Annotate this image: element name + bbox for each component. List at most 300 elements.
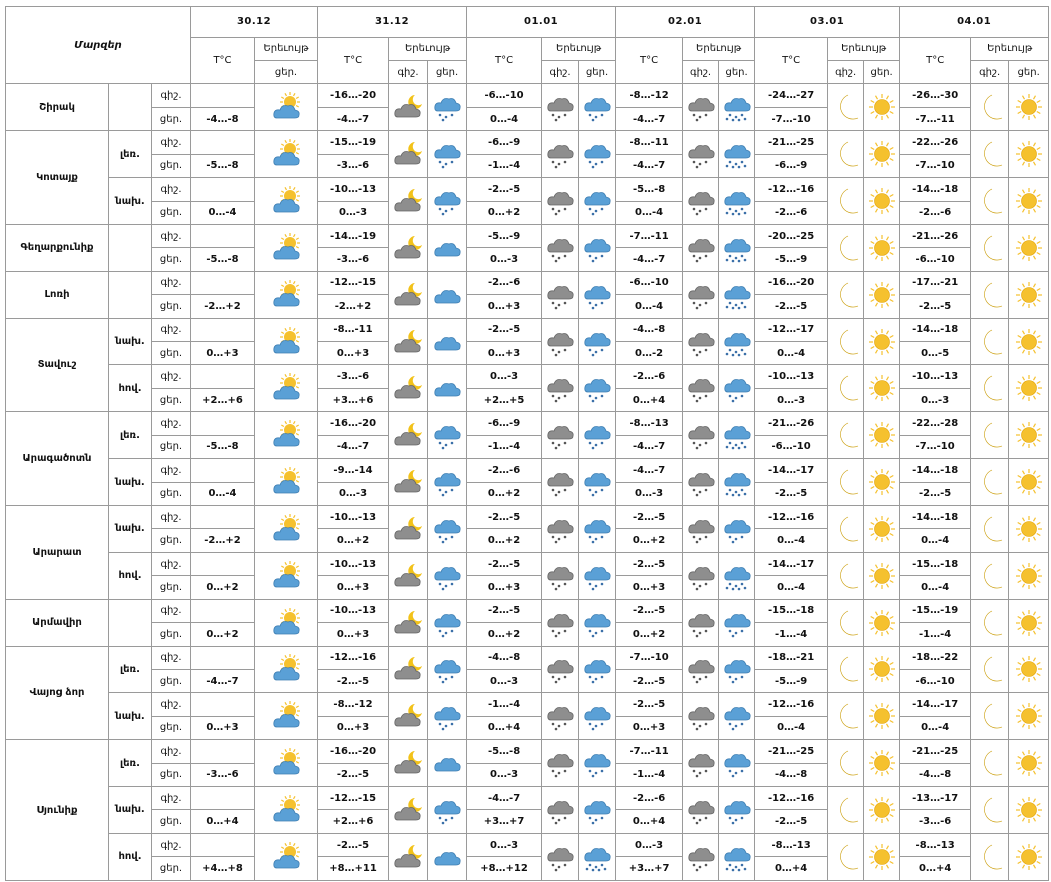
day-header: ցեր.: [428, 60, 467, 83]
temperature: 0…-4: [755, 716, 828, 739]
icon-cell: [389, 365, 428, 412]
partly-cloudy-day-icon: [271, 795, 301, 825]
day-label: ցեր.: [152, 810, 191, 833]
grey-snow-cloud-icon: [545, 467, 575, 497]
temperature: +3…+7: [616, 857, 683, 881]
temperature: -6…-9: [467, 412, 542, 435]
day-header: ցեր.: [255, 60, 318, 83]
zone-label: նախ.: [109, 787, 152, 834]
snow-cloud-icon: [722, 795, 752, 825]
temperature: -21…-26: [900, 224, 971, 247]
icon-cell: [864, 505, 900, 552]
icon-cell: [1009, 646, 1049, 693]
night-header: գիշ.: [389, 60, 428, 83]
temperature: -8…-12: [616, 84, 683, 107]
zone-label: հով.: [109, 833, 152, 880]
icon-cell: [828, 412, 864, 459]
night-label: գիշ.: [152, 740, 191, 763]
icon-cell: [683, 365, 719, 412]
temperature: 0…-3: [318, 482, 389, 505]
icon-cell: [1009, 833, 1049, 880]
temperature: -17…-21: [900, 271, 971, 294]
heavy-snow-cloud-icon: [722, 327, 752, 357]
temperature: 0…+2: [467, 201, 542, 224]
temperature: 0…+3: [318, 576, 389, 599]
icon-cell: [971, 552, 1009, 599]
icon-cell: [971, 787, 1009, 834]
icon-cell: [579, 787, 616, 834]
temperature: -7…-11: [900, 107, 971, 130]
temperature: -2…-5: [755, 482, 828, 505]
temperature: -21…-25: [755, 131, 828, 154]
temperature: -7…-10: [755, 107, 828, 130]
icon-cell: [579, 318, 616, 365]
temperature: 0…+2: [191, 576, 255, 599]
icon-cell: [255, 365, 318, 412]
icon-cell: [389, 178, 428, 225]
icon-cell: [542, 693, 579, 740]
grey-snow-cloud-icon: [686, 842, 716, 872]
temperature: 0…+3: [467, 342, 542, 365]
temperature: -4…-7: [616, 107, 683, 130]
icon-cell: [579, 459, 616, 506]
temperature: [191, 365, 255, 388]
phenomenon-header: Երեւույթ: [542, 37, 616, 60]
temperature: -18…-21: [755, 646, 828, 669]
night-row: [6, 552, 1049, 575]
icon-cell: [255, 178, 318, 225]
icon-cell: [579, 131, 616, 178]
snow-cloud-icon: [432, 608, 462, 638]
night-label: գիշ.: [152, 365, 191, 388]
temperature: -12…-15: [318, 787, 389, 810]
sun-icon: [867, 701, 897, 731]
icon-cell: [542, 271, 579, 318]
snow-cloud-icon: [432, 795, 462, 825]
moon-icon: [975, 701, 1005, 731]
temperature: -2…+2: [191, 295, 255, 318]
night-header: գիշ.: [542, 60, 579, 83]
icon-cell: [864, 599, 900, 646]
temperature: 0…+2: [467, 482, 542, 505]
temperature: -7…-11: [616, 224, 683, 247]
temperature: -5…-8: [616, 178, 683, 201]
temperature: -7…-10: [900, 154, 971, 177]
icon-cell: [864, 131, 900, 178]
temperature: -5…-8: [191, 248, 255, 271]
snow-cloud-icon: [432, 420, 462, 450]
region-name: Սյունիք: [6, 740, 109, 881]
zone-label: հով.: [109, 365, 152, 412]
cloudy-night-icon: [393, 561, 423, 591]
icon-cell: [1009, 787, 1049, 834]
icon-cell: [828, 740, 864, 787]
partly-cloudy-day-icon: [271, 561, 301, 591]
temperature: -2…-5: [318, 763, 389, 786]
icon-cell: [828, 178, 864, 225]
icon-cell: [255, 740, 318, 787]
temperature: 0…-3: [616, 833, 683, 856]
icon-cell: [389, 552, 428, 599]
day-label: ցեր.: [152, 529, 191, 552]
snow-cloud-icon: [582, 420, 612, 450]
icon-cell: [864, 412, 900, 459]
zone-label: նախ.: [109, 693, 152, 740]
temperature: -4…-7: [616, 459, 683, 482]
snow-cloud-icon: [582, 514, 612, 544]
sun-icon: [867, 373, 897, 403]
grey-snow-cloud-icon: [686, 373, 716, 403]
icon-cell: [828, 224, 864, 271]
zone-label: լեռ.: [109, 131, 152, 178]
page-title: Մարզեր: [6, 7, 191, 84]
temperature: -2…-5: [755, 810, 828, 833]
icon-cell: [719, 318, 755, 365]
temperature: -10…-13: [900, 365, 971, 388]
zone-label: լեռ.: [109, 646, 152, 693]
phenomenon-header: Երեւույթ: [389, 37, 467, 60]
sun-icon: [867, 233, 897, 263]
icon-cell: [971, 178, 1009, 225]
temperature: -6…-9: [755, 154, 828, 177]
snow-cloud-icon: [582, 654, 612, 684]
temperature: [191, 178, 255, 201]
temperature: -15…-18: [900, 552, 971, 575]
moon-icon: [831, 139, 861, 169]
cloud-icon: [432, 373, 462, 403]
moon-icon: [831, 701, 861, 731]
icon-cell: [542, 646, 579, 693]
sun-icon: [1014, 795, 1044, 825]
moon-icon: [975, 608, 1005, 638]
temperature: -22…-26: [900, 131, 971, 154]
temperature: -2…-5: [616, 505, 683, 528]
temperature: -20…-25: [755, 224, 828, 247]
temperature: -8…-11: [616, 131, 683, 154]
region-name: Վայոց ձոր: [6, 646, 109, 740]
temperature: -21…-26: [755, 412, 828, 435]
temperature: -12…-16: [318, 646, 389, 669]
night-row: [6, 787, 1049, 810]
temperature: +8…+11: [318, 857, 389, 881]
icon-cell: [971, 271, 1009, 318]
day-label: ցեր.: [152, 154, 191, 177]
icon-cell: [428, 599, 467, 646]
sun-icon: [867, 608, 897, 638]
partly-cloudy-day-icon: [271, 186, 301, 216]
temperature: 0…+2: [467, 623, 542, 646]
icon-cell: [1009, 412, 1049, 459]
phenomenon-header: Երեւույթ: [255, 37, 318, 60]
temperature: 0…-4: [191, 482, 255, 505]
day-label: ցեր.: [152, 435, 191, 458]
temperature: [191, 271, 255, 294]
night-label: գիշ.: [152, 599, 191, 622]
temp-header: T°C: [467, 37, 542, 84]
forecast-table: [5, 6, 1049, 881]
icon-cell: [428, 84, 467, 131]
icon-cell: [971, 505, 1009, 552]
temperature: 0…-4: [900, 529, 971, 552]
moon-icon: [831, 420, 861, 450]
cloudy-night-icon: [393, 748, 423, 778]
zone-label: նախ.: [109, 178, 152, 225]
day-label: ցեր.: [152, 342, 191, 365]
icon-cell: [579, 740, 616, 787]
moon-icon: [975, 280, 1005, 310]
snow-cloud-icon: [432, 701, 462, 731]
heavy-snow-cloud-icon: [722, 467, 752, 497]
moon-icon: [831, 795, 861, 825]
grey-snow-cloud-icon: [545, 280, 575, 310]
moon-icon: [831, 467, 861, 497]
cloudy-night-icon: [393, 701, 423, 731]
day-label: ցեր.: [152, 201, 191, 224]
partly-cloudy-day-icon: [271, 654, 301, 684]
night-label: գիշ.: [152, 459, 191, 482]
icon-cell: [542, 131, 579, 178]
icon-cell: [719, 412, 755, 459]
sun-icon: [1014, 186, 1044, 216]
icon-cell: [719, 505, 755, 552]
icon-cell: [579, 365, 616, 412]
icon-cell: [683, 178, 719, 225]
icon-cell: [542, 318, 579, 365]
partly-cloudy-day-icon: [271, 373, 301, 403]
icon-cell: [428, 646, 467, 693]
icon-cell: [719, 271, 755, 318]
grey-snow-cloud-icon: [686, 795, 716, 825]
region-name: Կոտայք: [6, 131, 109, 225]
icon-cell: [255, 599, 318, 646]
icon-cell: [864, 318, 900, 365]
zone-label: լեռ.: [109, 740, 152, 787]
icon-cell: [579, 552, 616, 599]
night-label: գիշ.: [152, 318, 191, 341]
heavy-snow-cloud-icon: [722, 561, 752, 591]
temperature: -2…-5: [616, 693, 683, 716]
icon-cell: [255, 131, 318, 178]
partly-cloudy-day-icon: [271, 420, 301, 450]
icon-cell: [683, 693, 719, 740]
icon-cell: [864, 271, 900, 318]
icon-cell: [255, 318, 318, 365]
snow-cloud-icon: [722, 701, 752, 731]
icon-cell: [542, 365, 579, 412]
snow-cloud-icon: [432, 561, 462, 591]
temperature: -14…-18: [900, 505, 971, 528]
temperature: -14…-17: [755, 459, 828, 482]
temperature: -10…-13: [318, 505, 389, 528]
icon-cell: [255, 412, 318, 459]
cloudy-night-icon: [393, 795, 423, 825]
day-label: ցեր.: [152, 576, 191, 599]
icon-cell: [828, 599, 864, 646]
night-label: գիշ.: [152, 224, 191, 247]
temperature: -5…-9: [467, 224, 542, 247]
sun-icon: [1014, 654, 1044, 684]
grey-snow-cloud-icon: [545, 514, 575, 544]
icon-cell: [828, 833, 864, 880]
icon-cell: [971, 131, 1009, 178]
icon-cell: [389, 599, 428, 646]
temperature: -26…-30: [900, 84, 971, 107]
temperature: 0…+3: [191, 716, 255, 739]
temperature: -2…-5: [616, 669, 683, 692]
snow-cloud-icon: [582, 373, 612, 403]
icon-cell: [719, 459, 755, 506]
temperature: -5…-9: [755, 669, 828, 692]
icon-cell: [542, 599, 579, 646]
night-row: [6, 740, 1049, 763]
snow-cloud-icon: [582, 186, 612, 216]
temp-header: T°C: [755, 37, 828, 84]
night-label: գիշ.: [152, 787, 191, 810]
icon-cell: [828, 318, 864, 365]
moon-icon: [975, 139, 1005, 169]
temperature: -7…-10: [616, 646, 683, 669]
sun-icon: [867, 327, 897, 357]
temperature: -12…-16: [755, 693, 828, 716]
icon-cell: [683, 833, 719, 880]
zone-label: լեռ.: [109, 412, 152, 459]
night-label: գիշ.: [152, 646, 191, 669]
icon-cell: [1009, 740, 1049, 787]
icon-cell: [828, 365, 864, 412]
grey-snow-cloud-icon: [686, 280, 716, 310]
temperature: -15…-19: [318, 131, 389, 154]
night-label: գիշ.: [152, 271, 191, 294]
moon-icon: [831, 654, 861, 684]
temperature: -2…-5: [467, 552, 542, 575]
snow-cloud-icon: [432, 186, 462, 216]
grey-snow-cloud-icon: [545, 420, 575, 450]
sun-icon: [1014, 420, 1044, 450]
phenomenon-header: Երեւույթ: [971, 37, 1049, 60]
temperature: 0…+3: [318, 342, 389, 365]
night-row: [6, 646, 1049, 669]
temperature: -6…-10: [616, 271, 683, 294]
icon-cell: [1009, 271, 1049, 318]
icon-cell: [719, 787, 755, 834]
partly-cloudy-day-icon: [271, 701, 301, 731]
night-row: [6, 271, 1049, 294]
temperature: -4…-7: [318, 435, 389, 458]
snow-cloud-icon: [582, 795, 612, 825]
temperature: -4…-8: [755, 763, 828, 786]
sun-icon: [867, 92, 897, 122]
icon-cell: [542, 740, 579, 787]
temperature: -12…-16: [755, 505, 828, 528]
icon-cell: [828, 552, 864, 599]
sun-icon: [1014, 842, 1044, 872]
date-header: 01.01: [467, 7, 616, 38]
partly-cloudy-day-icon: [271, 139, 301, 169]
icon-cell: [719, 552, 755, 599]
temperature: -8…-12: [318, 693, 389, 716]
icon-cell: [255, 505, 318, 552]
temperature: -21…-25: [755, 740, 828, 763]
partly-cloudy-day-icon: [271, 327, 301, 357]
temperature: +3…+6: [318, 388, 389, 411]
icon-cell: [579, 646, 616, 693]
grey-snow-cloud-icon: [686, 420, 716, 450]
icon-cell: [1009, 131, 1049, 178]
temperature: 0…-4: [191, 201, 255, 224]
icon-cell: [255, 646, 318, 693]
temperature: -4…-8: [900, 763, 971, 786]
day-label: ցեր.: [152, 763, 191, 786]
sun-icon: [1014, 561, 1044, 591]
icon-cell: [864, 787, 900, 834]
snow-cloud-icon: [722, 608, 752, 638]
night-header: գիշ.: [971, 60, 1009, 83]
temperature: +4…+8: [191, 857, 255, 881]
night-row: [6, 131, 1049, 154]
icon-cell: [828, 84, 864, 131]
temperature: 0…+4: [616, 388, 683, 411]
temperature: 0…-3: [467, 248, 542, 271]
icon-cell: [683, 787, 719, 834]
moon-icon: [831, 373, 861, 403]
temperature: +3…+7: [467, 810, 542, 833]
temp-header: T°C: [616, 37, 683, 84]
icon-cell: [389, 693, 428, 740]
icon-cell: [683, 552, 719, 599]
temp-header: T°C: [318, 37, 389, 84]
temperature: 0…-3: [900, 388, 971, 411]
temperature: [191, 505, 255, 528]
icon-cell: [864, 365, 900, 412]
icon-cell: [389, 459, 428, 506]
icon-cell: [428, 740, 467, 787]
grey-snow-cloud-icon: [545, 654, 575, 684]
day-header: ցեր.: [719, 60, 755, 83]
temperature: -6…-10: [900, 248, 971, 271]
temperature: -2…-5: [318, 833, 389, 856]
icon-cell: [683, 224, 719, 271]
temp-header: T°C: [191, 37, 255, 84]
moon-icon: [975, 373, 1005, 403]
icon-cell: [683, 459, 719, 506]
icon-cell: [971, 646, 1009, 693]
icon-cell: [864, 224, 900, 271]
icon-cell: [428, 552, 467, 599]
icon-cell: [542, 84, 579, 131]
day-label: ցեր.: [152, 716, 191, 739]
icon-cell: [683, 505, 719, 552]
icon-cell: [542, 412, 579, 459]
icon-cell: [719, 131, 755, 178]
icon-cell: [428, 271, 467, 318]
icon-cell: [428, 412, 467, 459]
grey-snow-cloud-icon: [686, 654, 716, 684]
icon-cell: [683, 131, 719, 178]
temperature: +2…+5: [467, 388, 542, 411]
icon-cell: [683, 84, 719, 131]
temperature: [191, 740, 255, 763]
temperature: -2…-5: [755, 295, 828, 318]
region-name: Արարատ: [6, 505, 109, 599]
cloud-icon: [432, 327, 462, 357]
region-name: Լոռի: [6, 271, 109, 318]
grey-snow-cloud-icon: [545, 701, 575, 731]
heavy-snow-cloud-icon: [722, 92, 752, 122]
icon-cell: [683, 412, 719, 459]
cloudy-night-icon: [393, 327, 423, 357]
temperature: 0…-3: [467, 365, 542, 388]
sun-icon: [1014, 139, 1044, 169]
